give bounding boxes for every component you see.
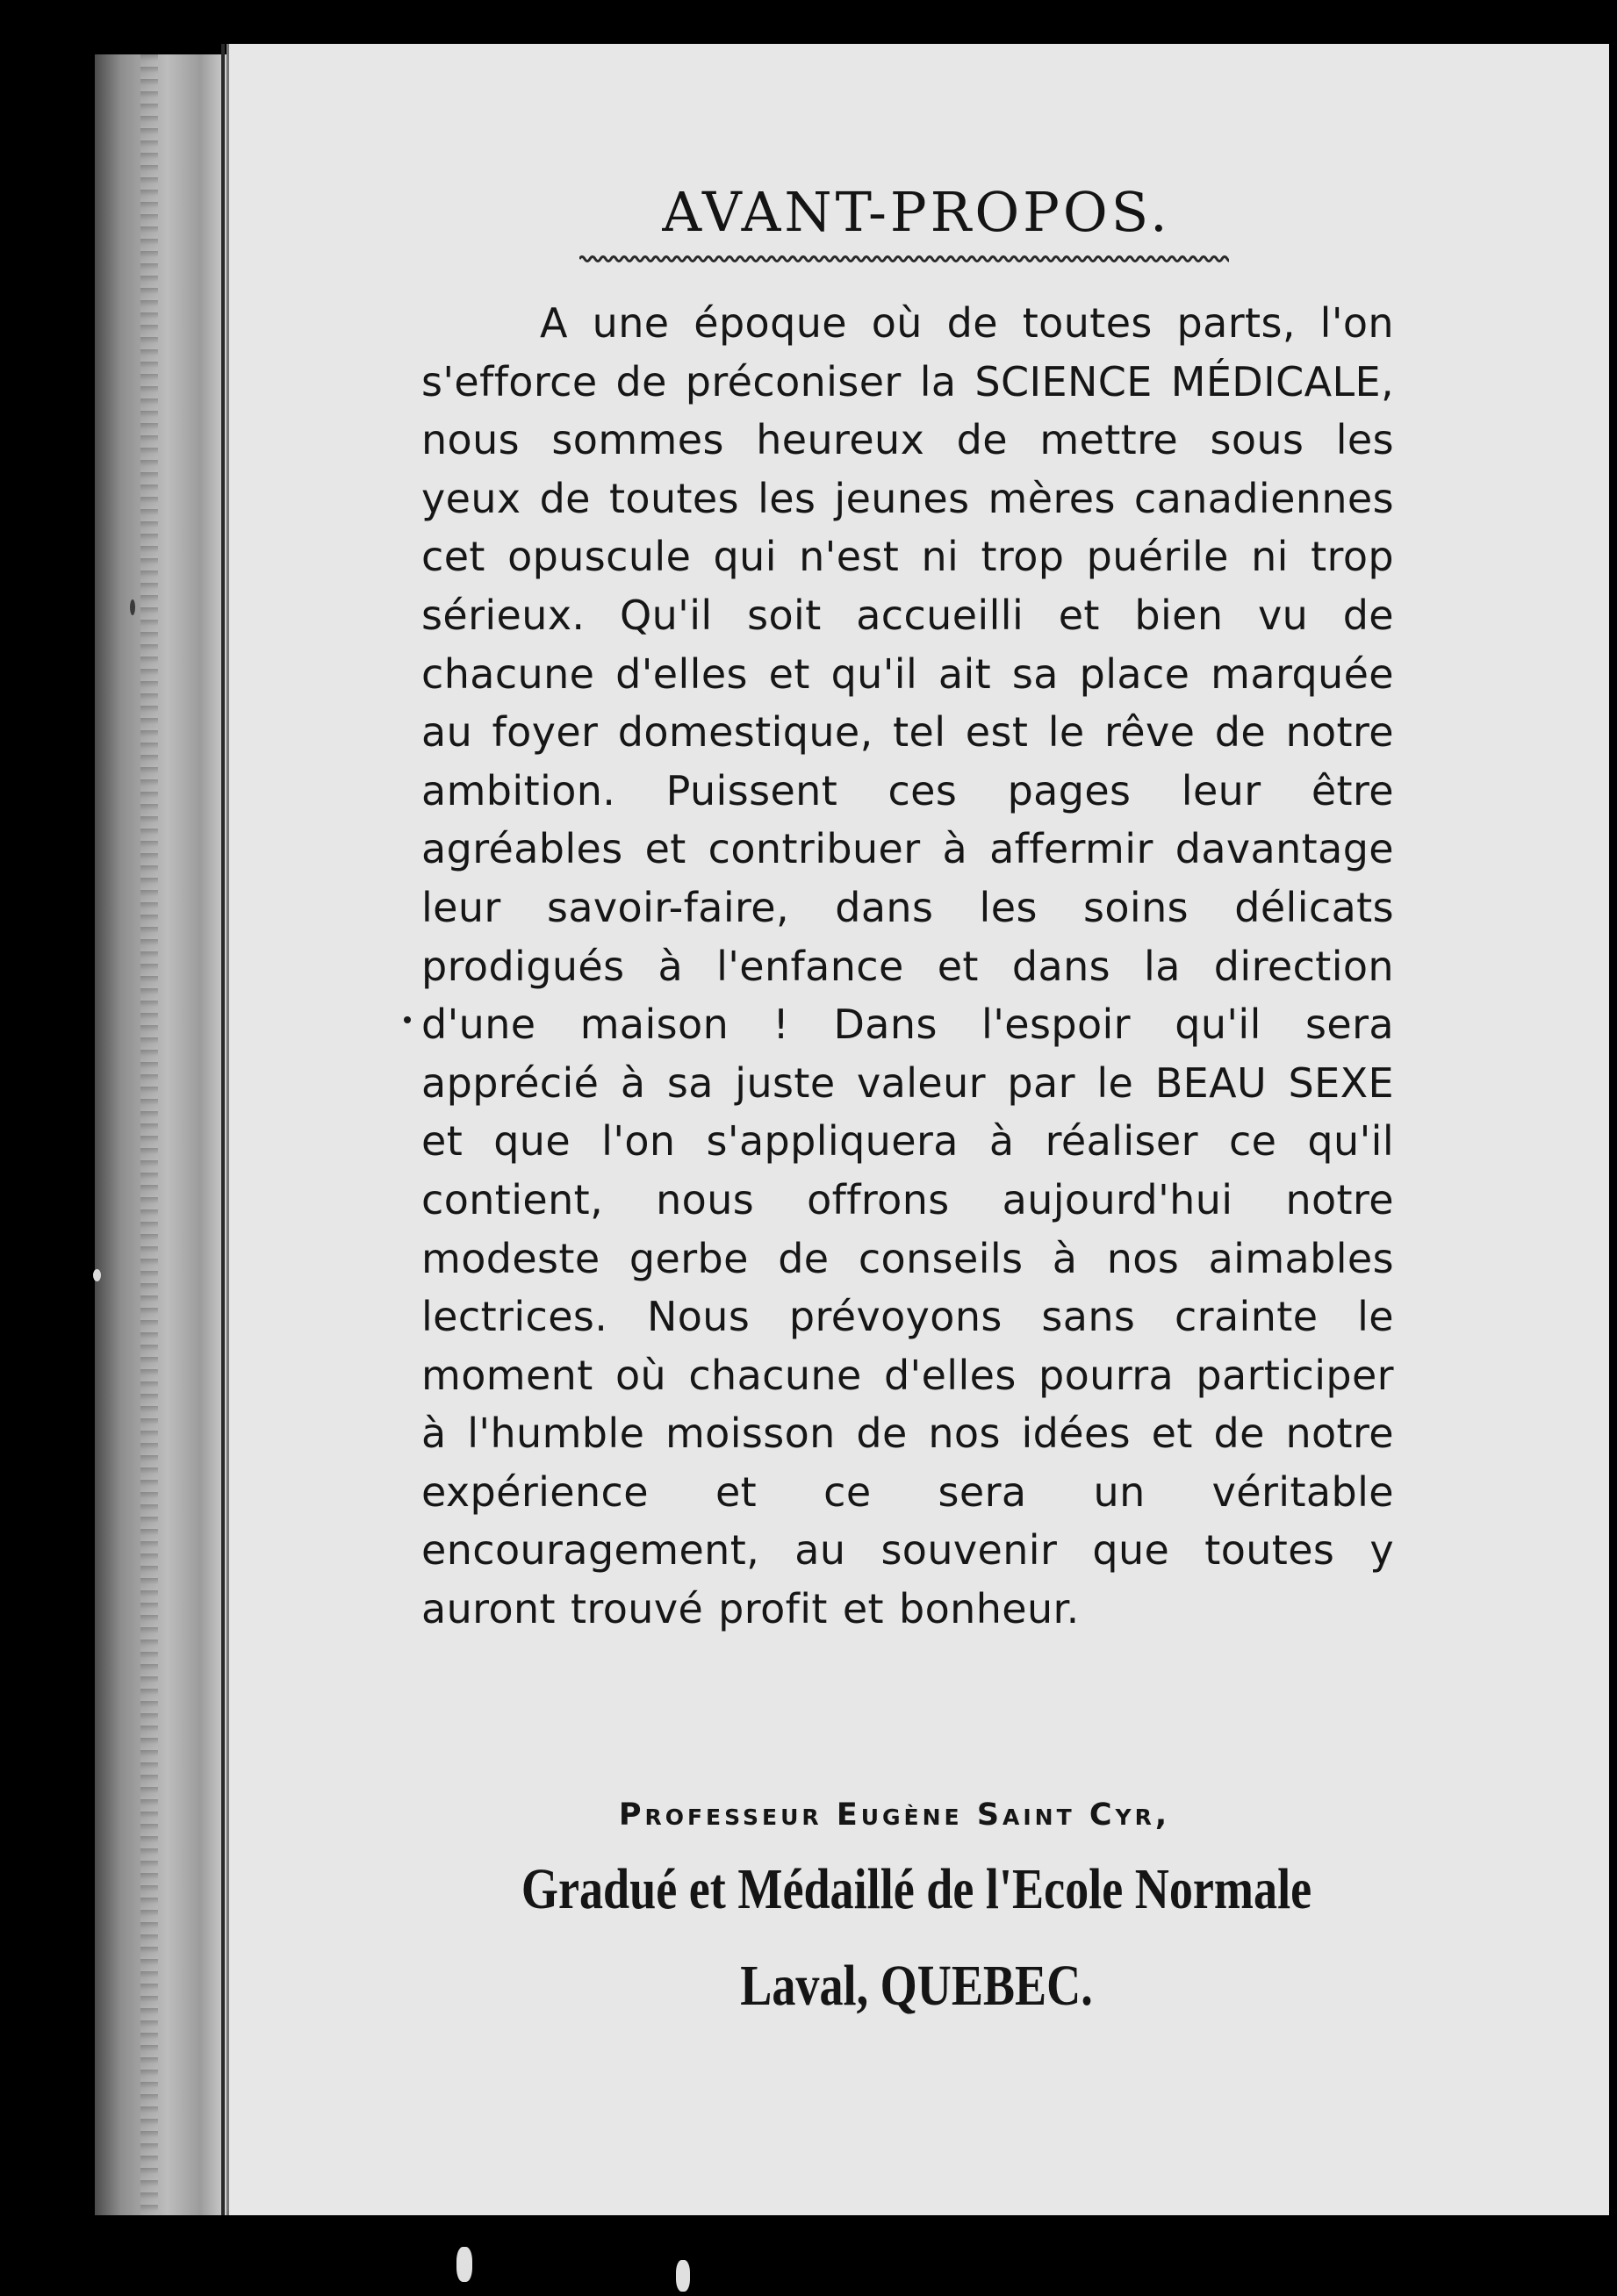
page-heading: AVANT-PROPOS. <box>662 180 1171 244</box>
author-location: Laval, QUEBEC. <box>740 1954 1093 2018</box>
page-edge-line <box>221 44 225 2215</box>
book-spine <box>95 54 226 2215</box>
margin-speck <box>130 599 135 615</box>
author-signature: Professeur Eugène Saint Cyr, <box>618 1797 1171 1833</box>
scan-artifact <box>456 2247 472 2282</box>
margin-speck <box>93 1269 101 1281</box>
scan-artifact <box>676 2260 690 2292</box>
foreword-paragraph: A une époque où de toutes parts, l'on s'efforce de préconiser la SCIENCE MÉDICALE, nous sommes heureux de mettre sous les yeux de toutes les jeunes mères canadiennes cet opuscule qui n'est ni trop puérile ni trop sérieux. Qu'il soit accueilli et bien vu de chacune d'elles et qu'il ait sa place marquée au foyer domestique, tel est le rêve de notre ambition. Puissent ces pages leur être agréables et contribuer à affermir davantage leur savoir-faire, dans les soins délicats prodigués à l'enfance et dans la direction d'une maison ! Dans l'espoir qu'il sera apprécié à sa juste valeur par le BEAU SEXE et que l'on s'appliquera à réaliser ce qu'il contient, nous offrons aujourd'hui notre modeste gerbe de conseils à nos aimables lectrices. Nous prévoyons sans crainte le moment où chacune d'elles pourra participer à l'humble moisson de nos idées et de notre expérience et ce sera un véritable encouragement, au souvenir que toutes y auront trouvé profit et bonheur. <box>421 299 1394 1633</box>
wavy-rule-ornament <box>579 253 1229 265</box>
page-speck <box>404 1016 411 1023</box>
author-credential: Gradué et Médaillé de l'Ecole Normale <box>521 1857 1312 1921</box>
spine-texture <box>140 54 158 2215</box>
